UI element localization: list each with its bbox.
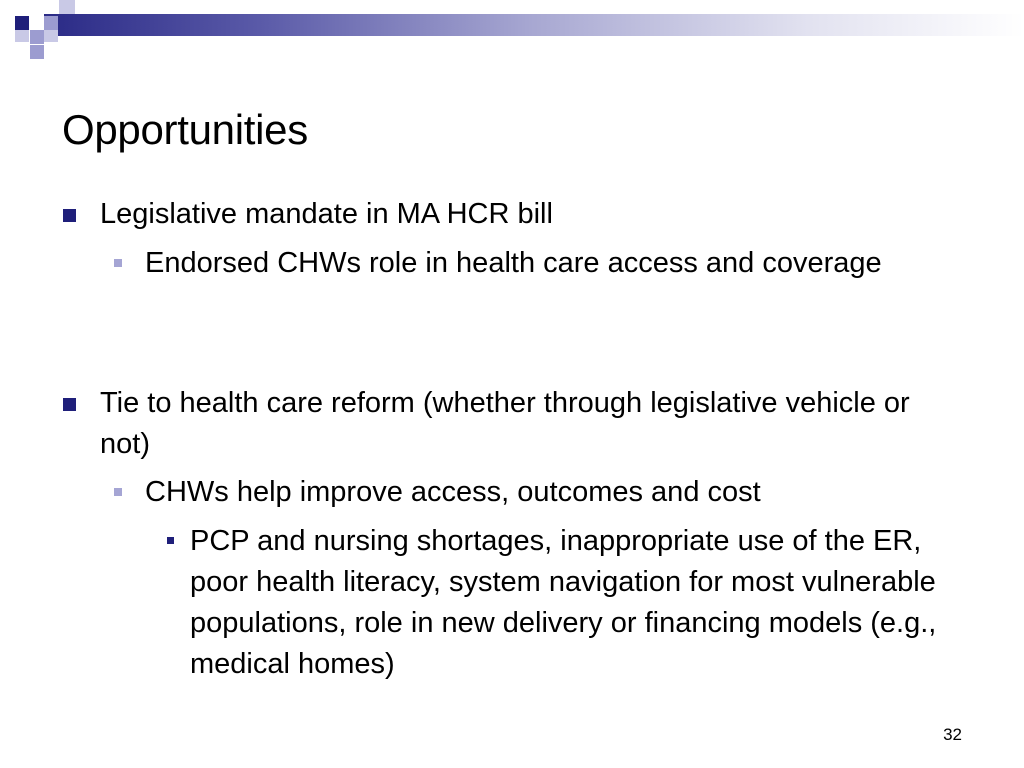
bullet-text: Endorsed CHWs role in health care access and coverage	[145, 247, 882, 279]
header-square-lavender	[30, 45, 44, 59]
square-bullet-icon	[63, 209, 76, 222]
square-bullet-icon	[114, 259, 122, 267]
bullet-level-2	[145, 243, 905, 284]
bullet-text: Legislative mandate in MA HCR bill	[100, 198, 553, 230]
square-bullet-icon	[167, 537, 174, 544]
header-square-pale	[44, 30, 58, 42]
page-number: 32	[943, 725, 962, 744]
bullet-text: CHWs help improve access, outcomes and cost	[145, 476, 761, 508]
bullet-text: Tie to health care reform (whether through legislative vehicle or not)	[100, 387, 910, 460]
bullet-level-1	[100, 383, 920, 465]
header-square-pale	[15, 30, 29, 42]
bullet-level-1	[100, 194, 900, 235]
header-square-navy	[15, 16, 29, 30]
header-square-lavender	[30, 30, 44, 44]
header-square-pale	[59, 0, 75, 14]
header-square-lavender	[44, 16, 58, 30]
bullet-text: PCP and nursing shortages, inappropriate use of the ER, poor health literacy, system navigation for most vulnerable populations, role in new delivery or financing models (e.g., medical homes)	[190, 525, 937, 680]
header-gradient-bar	[44, 14, 1024, 36]
square-bullet-icon	[63, 398, 76, 411]
bullet-level-3	[190, 521, 960, 685]
slide-title: Opportunities	[62, 106, 308, 153]
square-bullet-icon	[114, 488, 122, 496]
bullet-level-2	[145, 472, 925, 513]
